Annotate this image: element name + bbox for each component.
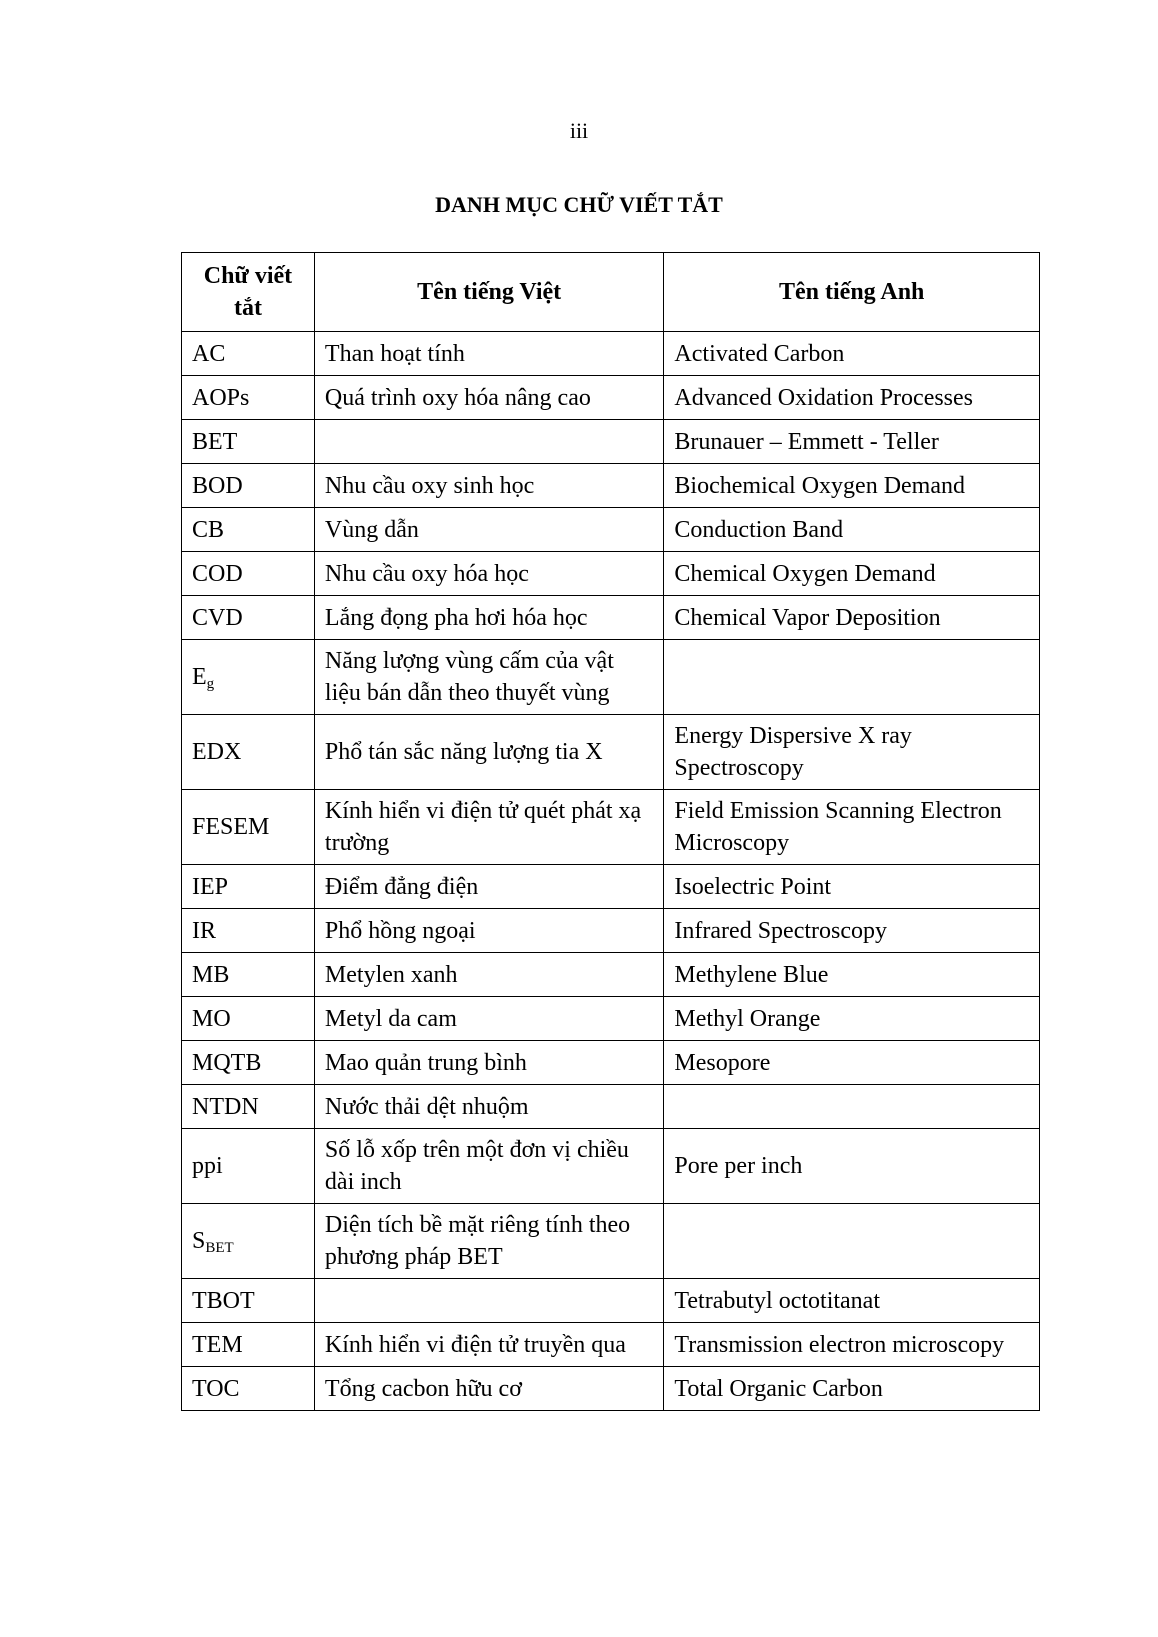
abbreviation-subscript: g bbox=[206, 676, 215, 692]
table-row bbox=[182, 508, 1040, 552]
table-row bbox=[182, 865, 1040, 909]
abbreviation-cell bbox=[182, 865, 315, 909]
table-row bbox=[182, 1129, 1040, 1204]
abbreviation-text: CB bbox=[192, 516, 225, 543]
abbreviation-cell bbox=[182, 790, 315, 865]
english-name-cell: Total Organic Carbon bbox=[664, 1367, 1040, 1411]
english-name-cell: Pore per inch bbox=[664, 1129, 1040, 1204]
table-row bbox=[182, 332, 1040, 376]
english-name-cell: Biochemical Oxygen Demand bbox=[664, 464, 1040, 508]
table-row bbox=[182, 1279, 1040, 1323]
vietnamese-name-cell: Nước thải dệt nhuộm bbox=[314, 1085, 664, 1129]
english-name-cell: Conduction Band bbox=[664, 508, 1040, 552]
abbreviation-text: ppi bbox=[192, 1153, 223, 1179]
table-row bbox=[182, 596, 1040, 640]
table-row bbox=[182, 909, 1040, 953]
vietnamese-name-cell: Vùng dẫn bbox=[314, 508, 664, 552]
abbreviation-cell bbox=[182, 1041, 315, 1085]
table-row bbox=[182, 376, 1040, 420]
table-row bbox=[182, 1041, 1040, 1085]
abbreviation-cell bbox=[182, 420, 315, 464]
abbreviation-text: MO bbox=[192, 1005, 231, 1032]
english-name-cell: Tetrabutyl octotitanat bbox=[664, 1279, 1040, 1323]
table-row bbox=[182, 420, 1040, 464]
vietnamese-name-cell: Năng lượng vùng cấm của vật liệu bán dẫn theo thuyết vùng bbox=[314, 640, 664, 715]
abbreviation-text: CVD bbox=[192, 604, 243, 631]
header-vietnamese-name: Tên tiếng Việt bbox=[314, 253, 664, 332]
english-name-cell: Methylene Blue bbox=[664, 953, 1040, 997]
abbreviation-text: NTDN bbox=[192, 1093, 259, 1120]
table-row bbox=[182, 953, 1040, 997]
abbreviation-cell bbox=[182, 1085, 315, 1129]
table-row bbox=[182, 997, 1040, 1041]
abbreviation-text: TBOT bbox=[192, 1287, 255, 1314]
english-name-cell: Isoelectric Point bbox=[664, 865, 1040, 909]
abbreviation-cell bbox=[182, 953, 315, 997]
abbreviation-table bbox=[181, 252, 1040, 1411]
vietnamese-name-cell: Diện tích bề mặt riêng tính theo phương pháp BET bbox=[314, 1204, 664, 1279]
table-row bbox=[182, 552, 1040, 596]
abbreviation-text: MQTB bbox=[192, 1049, 262, 1076]
english-name-cell bbox=[664, 1204, 1040, 1279]
english-name-cell: Advanced Oxidation Processes bbox=[664, 376, 1040, 420]
abbreviation-text: E bbox=[192, 664, 207, 690]
vietnamese-name-cell: Mao quản trung bình bbox=[314, 1041, 664, 1085]
abbreviation-cell bbox=[182, 909, 315, 953]
table-row bbox=[182, 715, 1040, 790]
table-row bbox=[182, 640, 1040, 715]
vietnamese-name-cell bbox=[314, 1279, 664, 1323]
abbreviation-cell bbox=[182, 1367, 315, 1411]
english-name-cell: Field Emission Scanning Electron Microscopy bbox=[664, 790, 1040, 865]
abbreviation-cell bbox=[182, 640, 315, 715]
vietnamese-name-cell: Metyl da cam bbox=[314, 997, 664, 1041]
english-name-cell: Transmission electron microscopy bbox=[664, 1323, 1040, 1367]
vietnamese-name-cell: Lắng đọng pha hơi hóa học bbox=[314, 596, 664, 640]
table-header-row bbox=[182, 253, 1040, 332]
table-row bbox=[182, 1323, 1040, 1367]
abbreviation-cell bbox=[182, 1204, 315, 1279]
vietnamese-name-cell: Tổng cacbon hữu cơ bbox=[314, 1367, 664, 1411]
abbreviation-text: AOPs bbox=[192, 384, 250, 411]
abbreviation-cell bbox=[182, 997, 315, 1041]
english-name-cell: Chemical Vapor Deposition bbox=[664, 596, 1040, 640]
vietnamese-name-cell: Kính hiển vi điện tử truyền qua bbox=[314, 1323, 664, 1367]
header-english-name: Tên tiếng Anh bbox=[664, 253, 1040, 332]
abbreviation-cell bbox=[182, 1323, 315, 1367]
vietnamese-name-cell: Phổ tán sắc năng lượng tia X bbox=[314, 715, 664, 790]
abbreviation-text: EDX bbox=[192, 739, 242, 765]
abbreviation-text: MB bbox=[192, 961, 230, 988]
table-row bbox=[182, 464, 1040, 508]
vietnamese-name-cell bbox=[314, 420, 664, 464]
abbreviation-text: AC bbox=[192, 340, 226, 367]
vietnamese-name-cell: Số lỗ xốp trên một đơn vị chiều dài inch bbox=[314, 1129, 664, 1204]
english-name-cell: Energy Dispersive X ray Spectroscopy bbox=[664, 715, 1040, 790]
vietnamese-name-cell: Nhu cầu oxy sinh học bbox=[314, 464, 664, 508]
abbreviation-cell bbox=[182, 332, 315, 376]
abbreviation-cell bbox=[182, 715, 315, 790]
english-name-cell bbox=[664, 1085, 1040, 1129]
abbreviation-cell bbox=[182, 464, 315, 508]
english-name-cell: Activated Carbon bbox=[664, 332, 1040, 376]
english-name-cell: Brunauer – Emmett - Teller bbox=[664, 420, 1040, 464]
abbreviation-text: BET bbox=[192, 428, 238, 455]
abbreviation-text: FESEM bbox=[192, 814, 270, 840]
vietnamese-name-cell: Than hoạt tính bbox=[314, 332, 664, 376]
vietnamese-name-cell: Nhu cầu oxy hóa học bbox=[314, 552, 664, 596]
header-abbreviation: Chữ viết tắt bbox=[182, 253, 315, 332]
vietnamese-name-cell: Quá trình oxy hóa nâng cao bbox=[314, 376, 664, 420]
abbreviation-cell bbox=[182, 1129, 315, 1204]
table-row bbox=[182, 1204, 1040, 1279]
page-title: DANH MỤC CHỮ VIẾT TẮT bbox=[435, 192, 723, 217]
abbreviation-text: COD bbox=[192, 560, 243, 587]
abbreviation-text: IR bbox=[192, 917, 216, 944]
table-row bbox=[182, 1085, 1040, 1129]
table-row bbox=[182, 790, 1040, 865]
vietnamese-name-cell: Điểm đẳng điện bbox=[314, 865, 664, 909]
abbreviation-text: TOC bbox=[192, 1375, 240, 1402]
abbreviation-cell bbox=[182, 596, 315, 640]
abbreviation-text: S bbox=[192, 1228, 206, 1254]
vietnamese-name-cell: Kính hiển vi điện tử quét phát xạ trường bbox=[314, 790, 664, 865]
english-name-cell: Infrared Spectroscopy bbox=[664, 909, 1040, 953]
english-name-cell: Chemical Oxygen Demand bbox=[664, 552, 1040, 596]
abbreviation-cell bbox=[182, 376, 315, 420]
abbreviation-text: BOD bbox=[192, 472, 243, 499]
abbreviation-subscript: BET bbox=[205, 1240, 234, 1256]
table-row bbox=[182, 1367, 1040, 1411]
english-name-cell: Methyl Orange bbox=[664, 997, 1040, 1041]
english-name-cell: Mesopore bbox=[664, 1041, 1040, 1085]
abbreviation-text: TEM bbox=[192, 1331, 243, 1358]
vietnamese-name-cell: Phổ hồng ngoại bbox=[314, 909, 664, 953]
abbreviation-cell bbox=[182, 1279, 315, 1323]
abbreviation-cell bbox=[182, 552, 315, 596]
english-name-cell bbox=[664, 640, 1040, 715]
abbreviation-cell bbox=[182, 508, 315, 552]
page-number: iii bbox=[569, 118, 589, 143]
vietnamese-name-cell: Metylen xanh bbox=[314, 953, 664, 997]
abbreviation-text: IEP bbox=[192, 873, 228, 900]
